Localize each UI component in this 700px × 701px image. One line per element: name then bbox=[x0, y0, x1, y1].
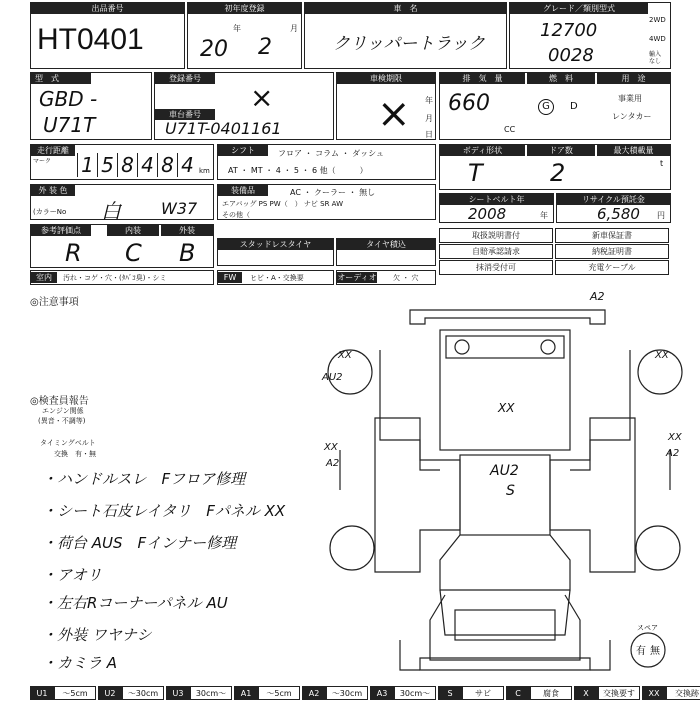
mileage-digit: 5 bbox=[97, 153, 117, 177]
legend-value: ～5cm bbox=[54, 686, 96, 700]
exterior-grade: B bbox=[179, 239, 196, 267]
inspection-day-unit: 日 bbox=[425, 130, 433, 139]
lot-number-box bbox=[30, 2, 185, 69]
exterior-grade-label: 外装 bbox=[161, 225, 213, 236]
legend-key: A2 bbox=[302, 686, 326, 700]
equipment-label: 装備品 bbox=[218, 185, 268, 196]
document-item: 納税証明書 bbox=[555, 244, 669, 259]
handwritten-note: ・シート石皮レイタリ Fパネル XX bbox=[42, 502, 286, 520]
seatbelt-year: 2008 bbox=[468, 205, 507, 223]
interior-condition-text: 汚れ・コゲ・穴・(ﾀﾊﾞｺ臭)・シミ bbox=[63, 274, 167, 282]
use-rental: レンタカー bbox=[612, 112, 652, 121]
color-value: 白 bbox=[101, 199, 121, 223]
legend-key: A1 bbox=[234, 686, 258, 700]
studless-box bbox=[217, 238, 334, 266]
max-load-unit: t bbox=[660, 159, 664, 168]
doors-value: 2 bbox=[550, 159, 566, 187]
color-no-label: (カラーNo bbox=[33, 208, 67, 216]
recycle-unit: 円 bbox=[657, 211, 665, 220]
model-name: クリッパートラック bbox=[333, 34, 485, 54]
caution-title: ◎注意事項 bbox=[30, 297, 79, 308]
legend-value: 交換要す bbox=[598, 686, 640, 700]
evaluation-label: 参考評価点 bbox=[31, 225, 91, 236]
chassis-label: 車台番号 bbox=[155, 109, 215, 120]
inspector-title: ◎検査員報告 bbox=[30, 396, 89, 407]
spare-label: スペア bbox=[637, 624, 658, 632]
legend-value: 30cm～ bbox=[394, 686, 436, 700]
fw-text: ヒビ・A・交換要 bbox=[250, 274, 304, 282]
handwritten-note: ・外装 ワヤナシ bbox=[42, 626, 152, 644]
interior-condition-label: 室内 bbox=[31, 272, 57, 283]
fuel-g bbox=[538, 99, 554, 115]
inspection-year-unit: 年 bbox=[425, 96, 433, 105]
seatbelt-label: シートベルト年 bbox=[440, 194, 553, 205]
tire-load-box bbox=[336, 238, 436, 266]
left-mid-note: A2 bbox=[326, 458, 340, 469]
legend-key: C bbox=[506, 686, 530, 700]
timing-label: タイミングベルト bbox=[40, 439, 96, 447]
first-registration-year: 20 bbox=[200, 37, 228, 62]
month-unit: 月 bbox=[290, 24, 298, 33]
handwritten-note: ・アオリ bbox=[42, 566, 102, 584]
type-value-1: GBD - bbox=[39, 87, 98, 111]
mileage-mark-label: マーク bbox=[33, 158, 52, 165]
mileage-label: 走行距離 bbox=[31, 145, 75, 156]
drive-none: 輸入 なし bbox=[649, 51, 662, 65]
doors-label: ドア数 bbox=[527, 145, 595, 156]
first-registration-label: 初年度登録 bbox=[188, 3, 301, 14]
document-item: 抹消受付可 bbox=[439, 260, 553, 275]
legend-key: X bbox=[574, 686, 598, 700]
document-item: 自賠承認請求 bbox=[439, 244, 553, 259]
color-label: 外 装 色 bbox=[31, 185, 75, 196]
chassis-value: U71T-0401161 bbox=[165, 119, 282, 138]
legend-value: サビ bbox=[462, 686, 504, 700]
left-front-note: AU2 bbox=[322, 372, 343, 383]
displacement-value: 660 bbox=[448, 91, 490, 116]
legend-value: ～30cm bbox=[326, 686, 368, 700]
right-mid-mark: XX bbox=[668, 432, 682, 443]
interior-condition-box bbox=[30, 270, 214, 285]
left-front-mark: XX bbox=[338, 350, 352, 361]
fuel-d: D bbox=[570, 101, 578, 112]
mileage-box bbox=[30, 144, 214, 180]
legend-value: ～30cm bbox=[122, 686, 164, 700]
body-box bbox=[439, 144, 671, 190]
center-note-2: S bbox=[506, 483, 515, 499]
max-load-label: 最大積載量 bbox=[597, 145, 670, 156]
engine-label: エンジン関係 bbox=[42, 407, 84, 415]
left-mid-mark: XX bbox=[324, 442, 338, 453]
shift-options: フロア ・ コラム ・ ダッシュ bbox=[278, 149, 384, 158]
displacement-box bbox=[439, 72, 671, 140]
document-item: 充電ケーブル bbox=[555, 260, 669, 275]
use-business: 事業用 bbox=[618, 94, 642, 103]
color-box bbox=[30, 184, 214, 223]
right-mid-note: A2 bbox=[666, 448, 680, 459]
model-name-box bbox=[304, 2, 507, 69]
legend-key: U3 bbox=[166, 686, 190, 700]
inspection-label: 車検期限 bbox=[337, 73, 435, 84]
fuel-g-text: G bbox=[542, 101, 550, 112]
handwritten-note: ・荷台 AUS Fインナー修理 bbox=[42, 534, 237, 552]
engine-sub: (異音・不調等) bbox=[38, 417, 86, 425]
cc-unit: CC bbox=[504, 125, 516, 134]
ac-options: AC ・ クーラー ・ 無し bbox=[290, 188, 376, 197]
legend-key: S bbox=[438, 686, 462, 700]
legend-value: ～5cm bbox=[258, 686, 300, 700]
evaluation-box bbox=[30, 224, 214, 268]
seatbelt-unit: 年 bbox=[540, 211, 548, 220]
lot-number: HT0401 bbox=[37, 23, 144, 56]
cabin-note: XX bbox=[498, 401, 515, 415]
displacement-label: 排 気 量 bbox=[440, 73, 525, 84]
evaluation-score: R bbox=[65, 239, 82, 267]
first-registration-box bbox=[187, 2, 302, 69]
handwritten-note: ・ハンドルスレ Fフロア修理 bbox=[42, 470, 246, 488]
interior-grade: C bbox=[125, 239, 142, 267]
fw-label: FW bbox=[218, 272, 242, 283]
shift-label: シフト bbox=[218, 145, 268, 156]
model-name-label: 車 名 bbox=[305, 3, 506, 14]
first-registration-month: 2 bbox=[258, 35, 272, 60]
drive-4wd: 4WD bbox=[649, 35, 666, 43]
shift-box bbox=[217, 144, 436, 180]
audio-box bbox=[336, 270, 436, 285]
equipment-box bbox=[217, 184, 436, 220]
legend-value: 腐食 bbox=[530, 686, 572, 700]
audio-label: オーディオ bbox=[337, 273, 377, 282]
recycle-label: リサイクル預託金 bbox=[557, 194, 670, 205]
grade-label: グレード／類別型式 bbox=[510, 3, 648, 14]
legend-value: 交換跡 bbox=[666, 686, 700, 700]
spare-yes: 有 bbox=[636, 646, 646, 657]
seatbelt-box bbox=[439, 193, 554, 223]
reg-number-mark: × bbox=[250, 81, 274, 114]
interior-grade-label: 内装 bbox=[107, 225, 159, 236]
timing-text: 交換 有・無 bbox=[54, 450, 96, 458]
document-item: 新車保証書 bbox=[555, 228, 669, 243]
document-item: 取扱説明書付 bbox=[439, 228, 553, 243]
audio-text: 欠 ・ 穴 bbox=[393, 274, 419, 282]
mileage-digit: 8 bbox=[117, 153, 137, 177]
mileage-digit: 1 bbox=[77, 153, 97, 177]
center-note-1: AU2 bbox=[490, 463, 519, 479]
type-value-2: U71T bbox=[43, 113, 96, 137]
type-box bbox=[30, 72, 152, 140]
body-shape-label: ボディ形状 bbox=[440, 145, 525, 156]
equipment-other: その他（ bbox=[222, 211, 250, 219]
at-mt-options: AT ・ MT ・ 4 ・ 5 ・ 6 他（ ） bbox=[228, 166, 368, 175]
recycle-value: 6,580 bbox=[597, 205, 640, 223]
fuel-label: 燃 料 bbox=[527, 73, 595, 84]
legend-value: 30cm～ bbox=[190, 686, 232, 700]
legend-key: A3 bbox=[370, 686, 394, 700]
grade-line-2: 0028 bbox=[548, 45, 594, 66]
inspection-box bbox=[336, 72, 436, 140]
right-front-mark: XX bbox=[655, 350, 669, 361]
handwritten-note: ・カミラ A bbox=[42, 654, 118, 672]
mileage-digit: 4 bbox=[137, 153, 157, 177]
spare-no: 無 bbox=[650, 646, 660, 657]
legend-key: U1 bbox=[30, 686, 54, 700]
tire-load-label: タイヤ積込 bbox=[337, 239, 435, 250]
legend-key: XX bbox=[642, 686, 666, 700]
inspection-mark: × bbox=[377, 91, 411, 137]
drive-2wd: 2WD bbox=[649, 16, 666, 24]
reg-number-label: 登録番号 bbox=[155, 73, 215, 84]
legend-key: U2 bbox=[98, 686, 122, 700]
equipment-line: エアバッグ PS PW（ ） ナビ SR AW bbox=[222, 200, 344, 208]
lot-number-label: 出品番号 bbox=[31, 3, 184, 14]
color-code: W37 bbox=[161, 199, 198, 218]
studless-label: スタッドレスタイヤ bbox=[218, 239, 333, 250]
top-note: A2 bbox=[590, 290, 605, 303]
registration-box bbox=[154, 72, 334, 140]
recycle-box bbox=[556, 193, 671, 223]
grade-box bbox=[509, 2, 671, 69]
use-label: 用 途 bbox=[597, 73, 670, 84]
mileage-digit: 8 bbox=[157, 153, 177, 177]
damage-diagram bbox=[320, 290, 690, 685]
mileage-digit: 4 bbox=[177, 153, 197, 177]
year-unit: 年 bbox=[233, 24, 241, 33]
body-shape: T bbox=[468, 159, 483, 187]
grade-line-1: 12700 bbox=[540, 20, 598, 41]
inspection-month-unit: 月 bbox=[425, 114, 433, 123]
mileage-unit: km bbox=[199, 167, 210, 175]
fw-box bbox=[217, 270, 334, 285]
type-label: 型 式 bbox=[31, 73, 91, 84]
handwritten-note: ・左右Rコーナーパネル AU bbox=[42, 594, 228, 612]
